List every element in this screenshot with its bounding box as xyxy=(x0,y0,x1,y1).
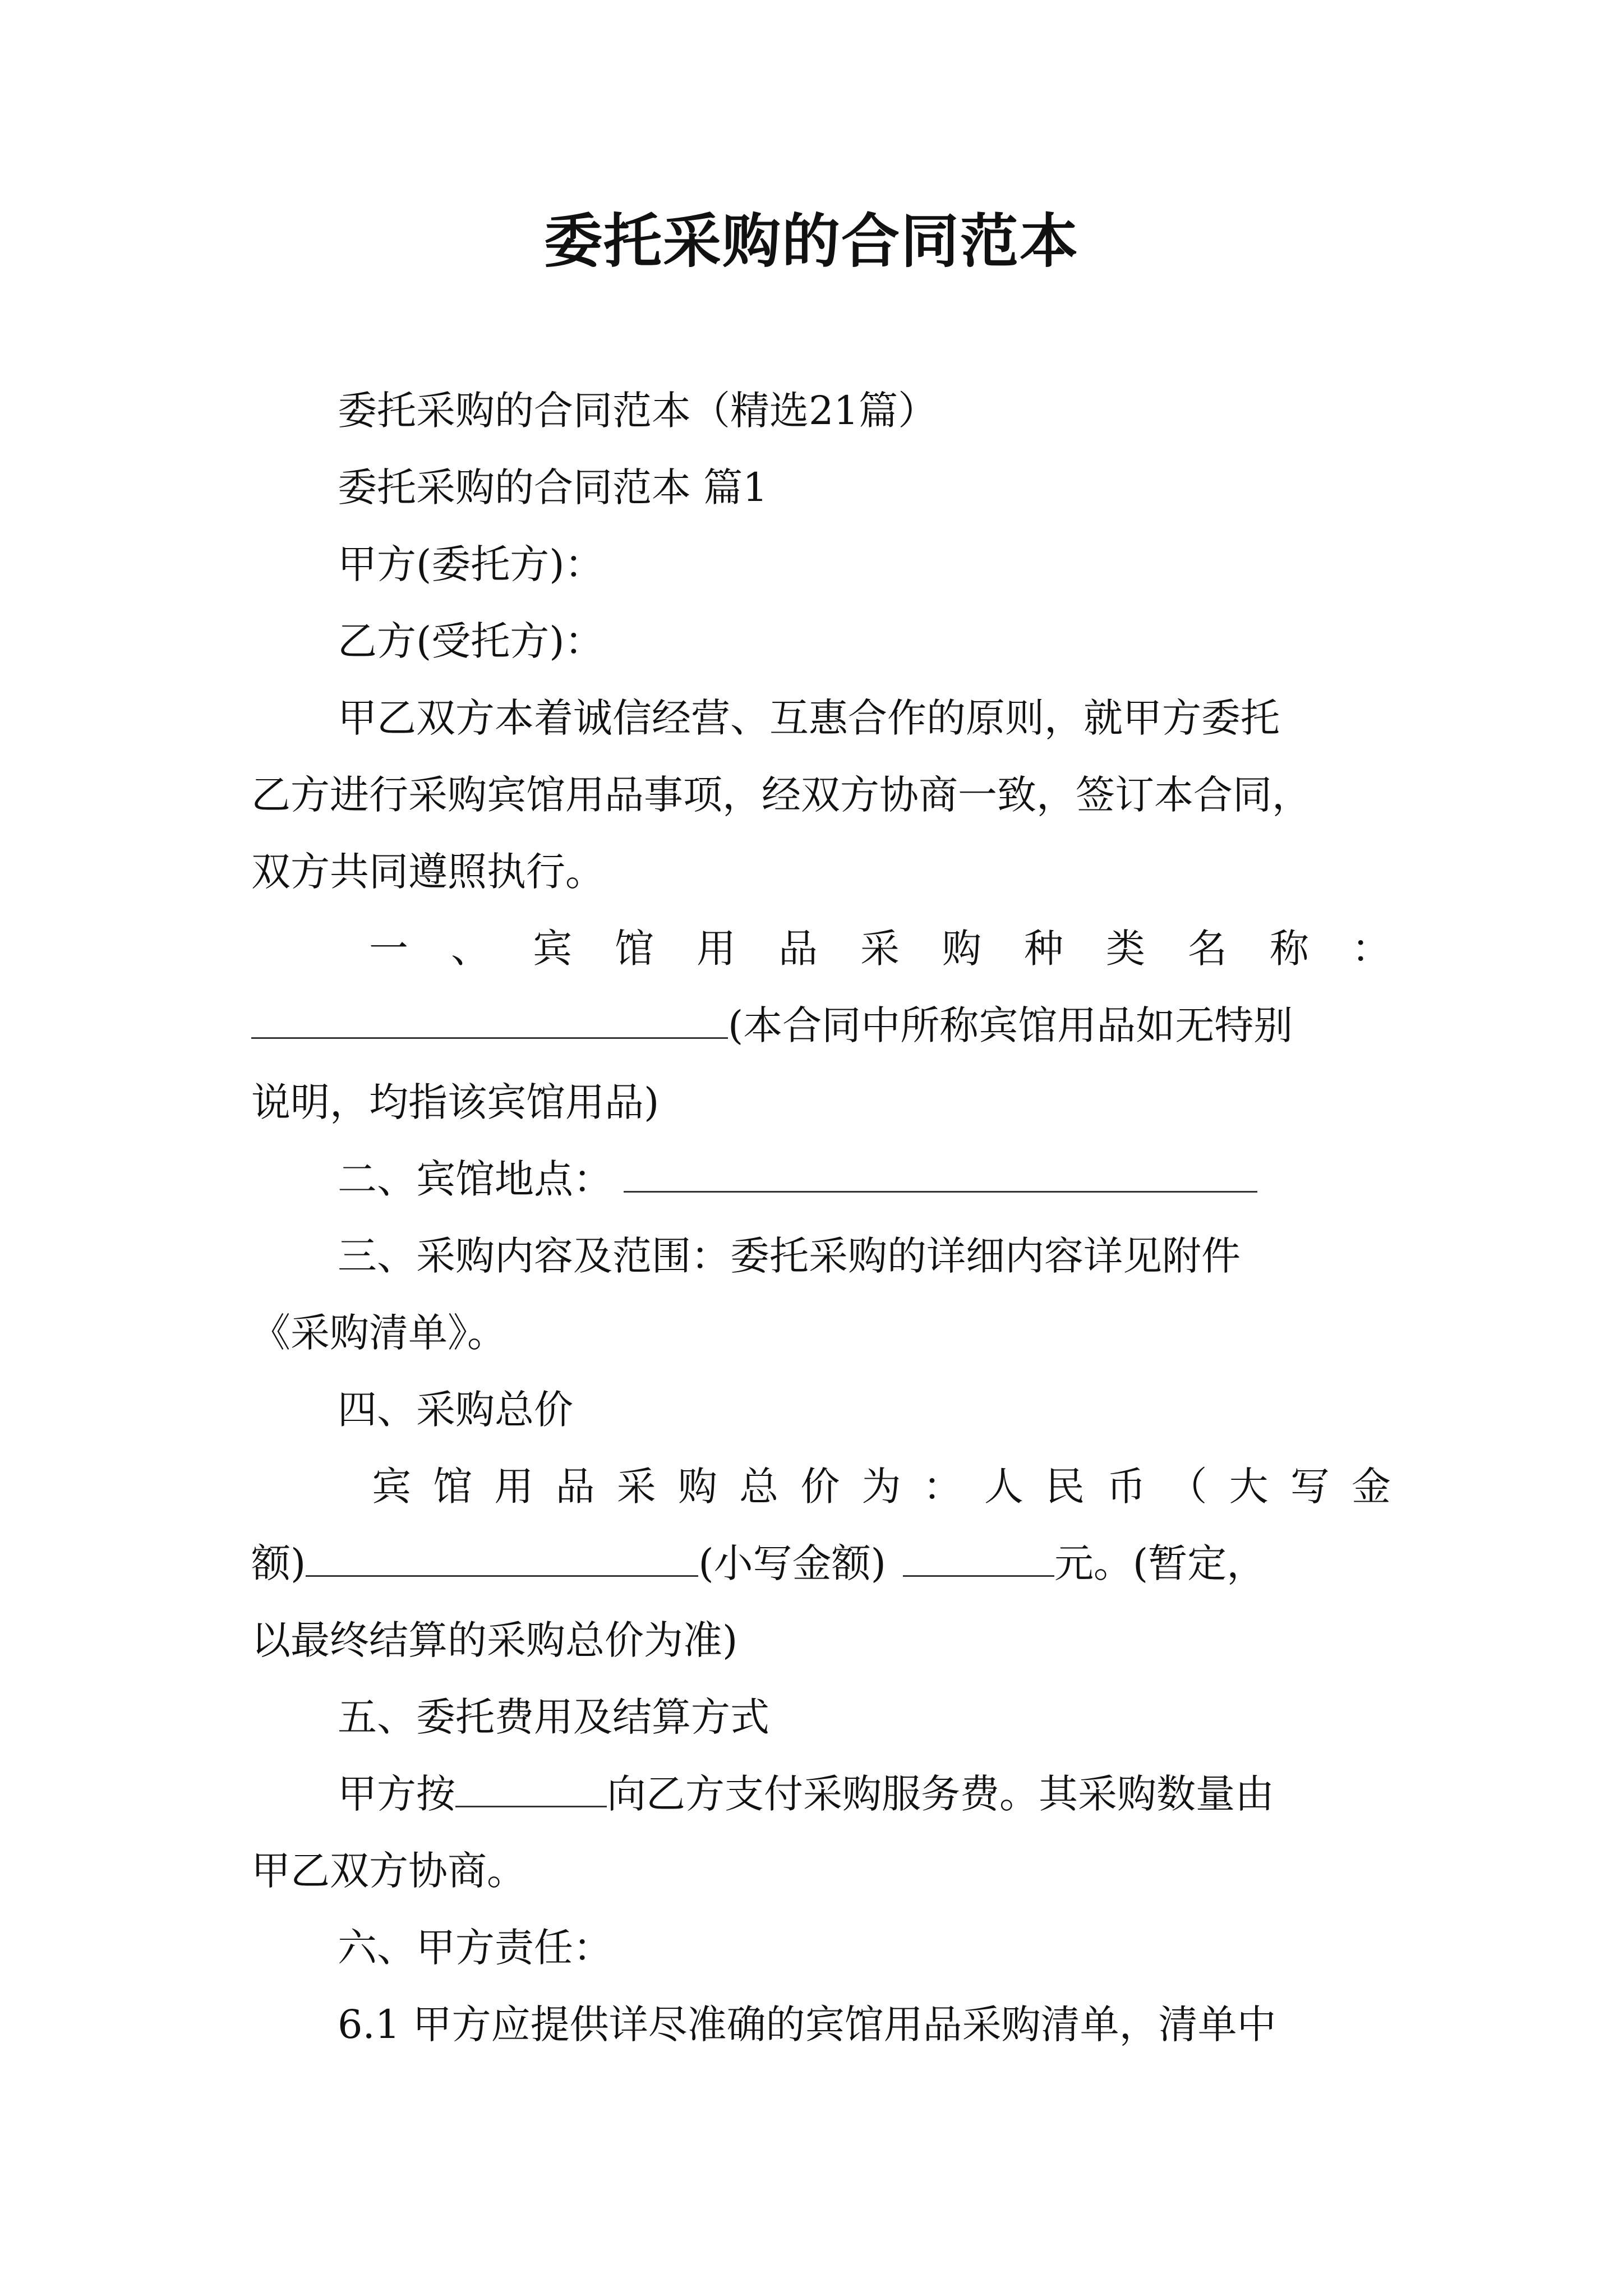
item2-line xyxy=(251,1141,1391,1218)
price-line-char: 馆 xyxy=(433,1464,473,1510)
price-unit: 元。(暂定， xyxy=(1054,1540,1266,1586)
item2-label: 二、宾馆地点： xyxy=(338,1156,612,1202)
item3-line-2: 《采购清单》。 xyxy=(251,1310,506,1356)
price-uppercase-label: 额) xyxy=(251,1540,306,1586)
subtitle-line: 委托采购的合同范本（精选21篇） xyxy=(338,388,938,434)
price-line-char: 采 xyxy=(616,1464,656,1510)
section-heading: 委托采购的合同范本 篇1 xyxy=(338,464,768,510)
item1-heading-char: 、 xyxy=(451,926,490,972)
price-line-1 xyxy=(251,1448,1391,1525)
item1-heading-char: 购 xyxy=(942,926,981,972)
price-line-char: 写 xyxy=(1290,1464,1330,1510)
item1-heading-char: 类 xyxy=(1106,926,1145,972)
price-line-char: 品 xyxy=(555,1464,595,1510)
item4-heading: 四、采购总价 xyxy=(338,1387,573,1433)
item1-heading-char: 称 xyxy=(1270,926,1309,972)
price-line-char: （ xyxy=(1168,1464,1207,1510)
price-line-char: 大 xyxy=(1229,1464,1269,1510)
item1-blank-line xyxy=(251,987,1391,1064)
party-a-line: 甲方(委托方)： xyxy=(338,541,604,587)
fill-in-blank[interactable] xyxy=(903,1530,1054,1577)
fee-label-end: 向乙方支付采购服务费。其采购数量由 xyxy=(607,1771,1274,1817)
price-lowercase-label: (小写金额) xyxy=(698,1540,886,1586)
item1-heading-char: 采 xyxy=(860,926,900,972)
fee-line-2: 甲乙双方协商。 xyxy=(251,1848,526,1894)
item1-note: (本合同中所称宾馆用品如无特别 xyxy=(728,1002,1293,1048)
item1-heading-char: 一 xyxy=(369,926,408,972)
item1-heading xyxy=(251,910,1391,987)
item1-heading-char: 用 xyxy=(697,926,736,972)
fee-label-start: 甲方按 xyxy=(338,1771,455,1817)
item1-heading-char: 品 xyxy=(778,926,818,972)
price-line-char: 民 xyxy=(1045,1464,1085,1510)
price-line-3: 以最终结算的采购总价为准) xyxy=(251,1617,738,1663)
intro-paragraph-line-2: 乙方进行采购宾馆用品事项，经双方协商一致，签订本合同， xyxy=(251,772,1311,818)
document-title: 委托采购的合同范本 xyxy=(543,206,1079,275)
fee-line-1 xyxy=(251,1756,1391,1833)
price-line-char: 用 xyxy=(494,1464,534,1510)
item1-heading-char: ： xyxy=(1352,926,1391,972)
item1-heading-char: 种 xyxy=(1024,926,1063,972)
price-line-char: ： xyxy=(923,1464,962,1510)
item1-heading-char: 宾 xyxy=(533,926,572,972)
clause-6-1-line: 6.1 甲方应提供详尽准确的宾馆用品采购清单，清单中 xyxy=(338,2001,1276,2047)
price-line-char: 币 xyxy=(1106,1464,1146,1510)
document-body xyxy=(251,372,1391,2063)
fill-in-blank[interactable] xyxy=(455,1761,607,1807)
item1-end-line: 说明，均指该宾馆用品) xyxy=(251,1079,660,1125)
item1-heading-char: 馆 xyxy=(615,926,654,972)
item1-heading-char: 名 xyxy=(1188,926,1227,972)
price-line-char: 总 xyxy=(739,1464,779,1510)
item6-heading: 六、甲方责任： xyxy=(338,1925,612,1971)
intro-paragraph-line-3: 双方共同遵照执行。 xyxy=(251,849,605,895)
price-line-char: 宾 xyxy=(372,1464,411,1510)
fill-in-blank[interactable] xyxy=(251,992,728,1039)
price-line-char: 购 xyxy=(677,1464,717,1510)
price-line-char: 金 xyxy=(1352,1464,1391,1510)
fill-in-blank[interactable] xyxy=(624,1146,1257,1193)
intro-paragraph-line-1: 甲乙双方本着诚信经营、互惠合作的原则，就甲方委托 xyxy=(338,695,1280,741)
price-line-char: 价 xyxy=(800,1464,840,1510)
fill-in-blank[interactable] xyxy=(306,1530,698,1577)
item3-line-1: 三、采购内容及范围：委托采购的详细内容详见附件 xyxy=(338,1233,1241,1279)
price-line-2 xyxy=(251,1525,1391,1602)
party-b-line: 乙方(受托方)： xyxy=(338,618,604,664)
price-line-char: 为 xyxy=(861,1464,901,1510)
item5-heading: 五、委托费用及结算方式 xyxy=(338,1694,769,1740)
price-line-char: 人 xyxy=(984,1464,1023,1510)
